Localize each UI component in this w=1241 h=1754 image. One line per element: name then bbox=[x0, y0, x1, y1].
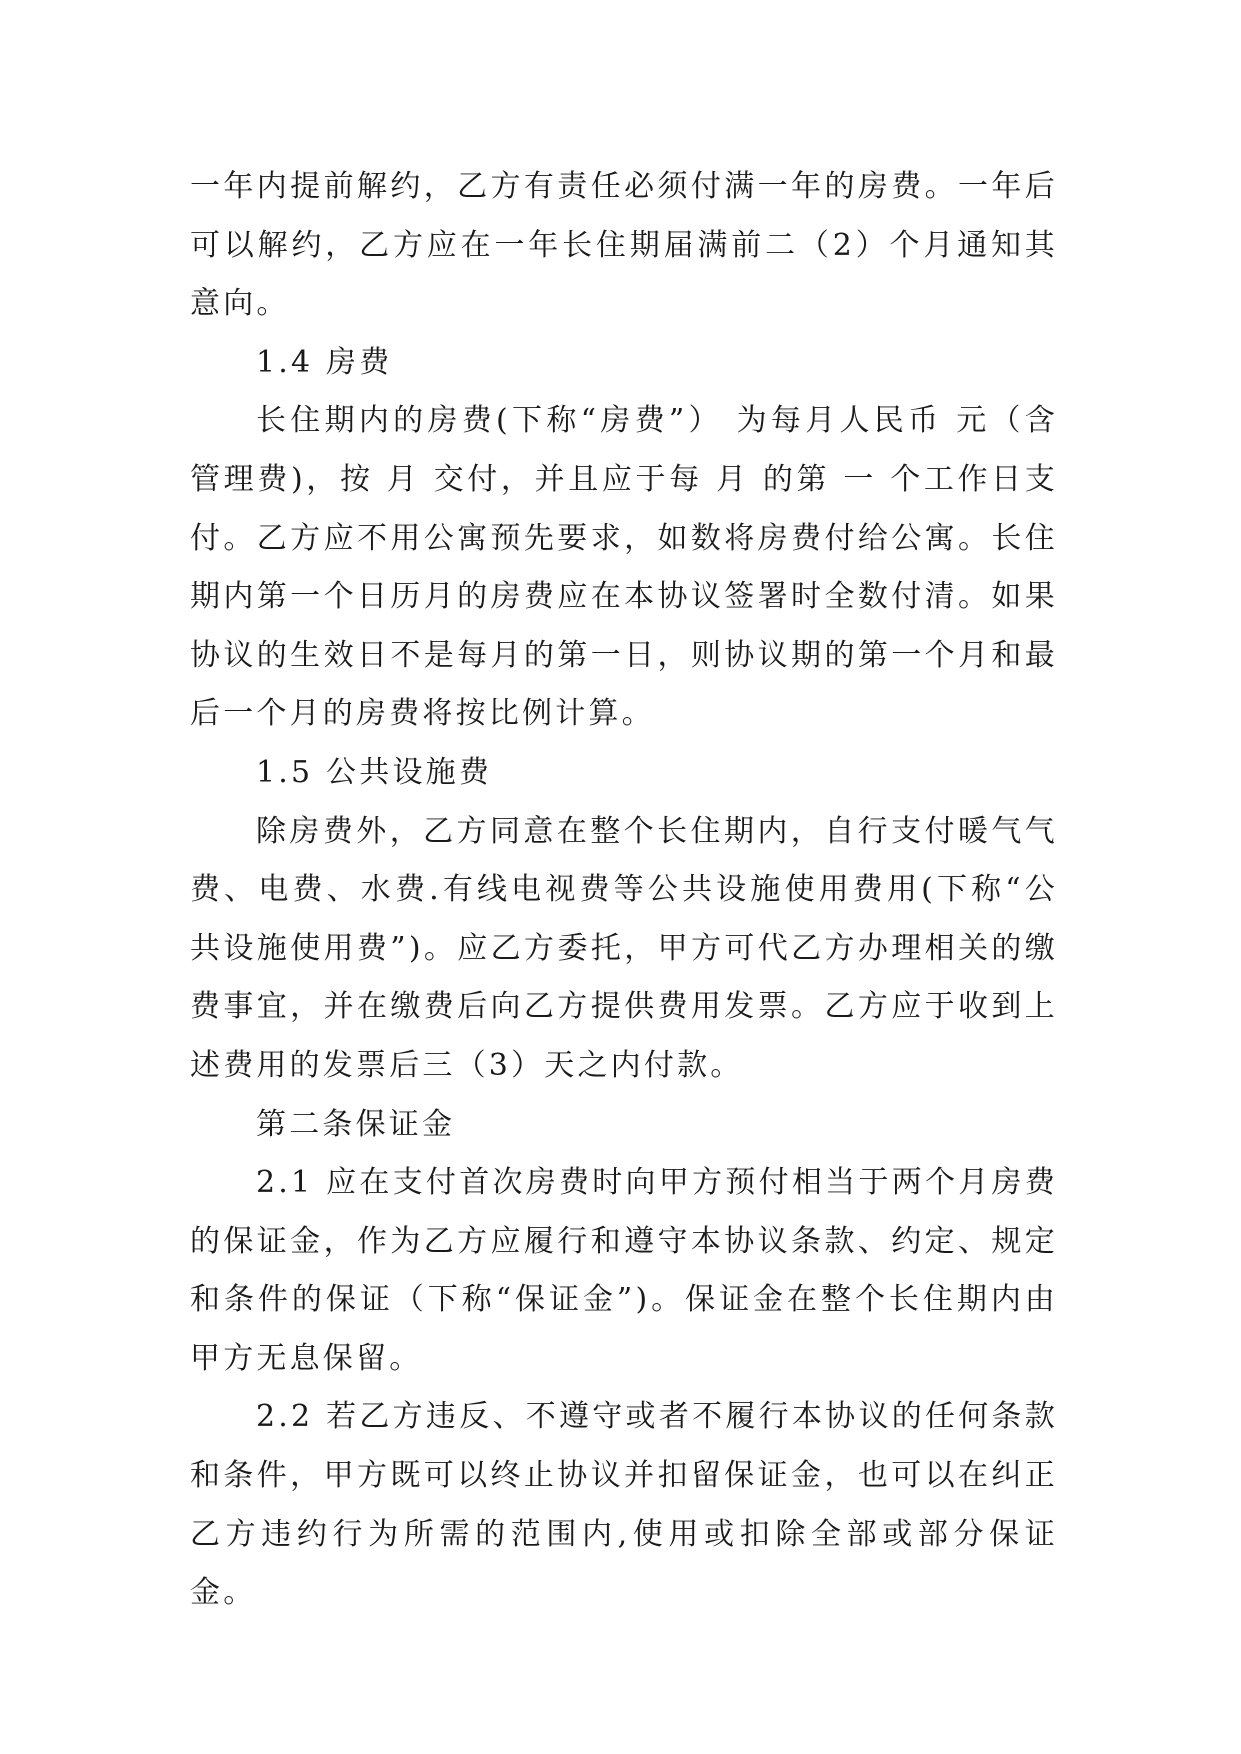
paragraph-early-termination: 一年内提前解约，乙方有责任必须付满一年的房费。一年后可以解约，乙方应在一年长住期届满前二（2）个月通知其意向。 bbox=[190, 169, 1058, 322]
article-heading-deposit: 第二条保证金 bbox=[256, 1106, 456, 1142]
document-page bbox=[190, 158, 1058, 1623]
paragraph-rent-terms: 长住期内的房费(下称“房费”） 为每月人民币 元（含管理费)，按 月 交付，并且应于每 月 的第 一 个工作日支付。乙方应不用公寓预先要求，如数将房费付给公寓。长住期内第一个日历月的房费应在本协议签署时全数付清。如果协议的生效日不是每月的第一日，则协议期的第一个月和最后一个月的房费将按比例计算。 bbox=[190, 403, 1058, 732]
paragraph-utilities-terms: 除房费外，乙方同意在整个长住期内，自行支付暖气气费、电费、水费.有线电视费等公共设施使用费用(下称“公共设施使用费”)。应乙方委托，甲方可代乙方办理相关的缴费事宜，并在缴费后向乙方提供费用发票。乙方应于收到上述费用的发票后三（3）天之内付款。 bbox=[190, 813, 1058, 1083]
section-heading-utilities: 1.5 公共设施费 bbox=[256, 754, 493, 790]
section-heading-rent: 1.4 房费 bbox=[256, 344, 393, 380]
paragraph-deposit-2-1: 2.1 应在支付首次房费时向甲方预付相当于两个月房费的保证金，作为乙方应履行和遵守本协议条款、约定、规定和条件的保证（下称“保证金”)。保证金在整个长住期内由甲方无息保留。 bbox=[190, 1165, 1058, 1376]
paragraph-deposit-2-2: 2.2 若乙方违反、不遵守或者不履行本协议的任何条款和条件，甲方既可以终止协议并扣留保证金，也可以在纠正乙方违约行为所需的范围内,使用或扣除全部或部分保证金。 bbox=[190, 1399, 1058, 1611]
